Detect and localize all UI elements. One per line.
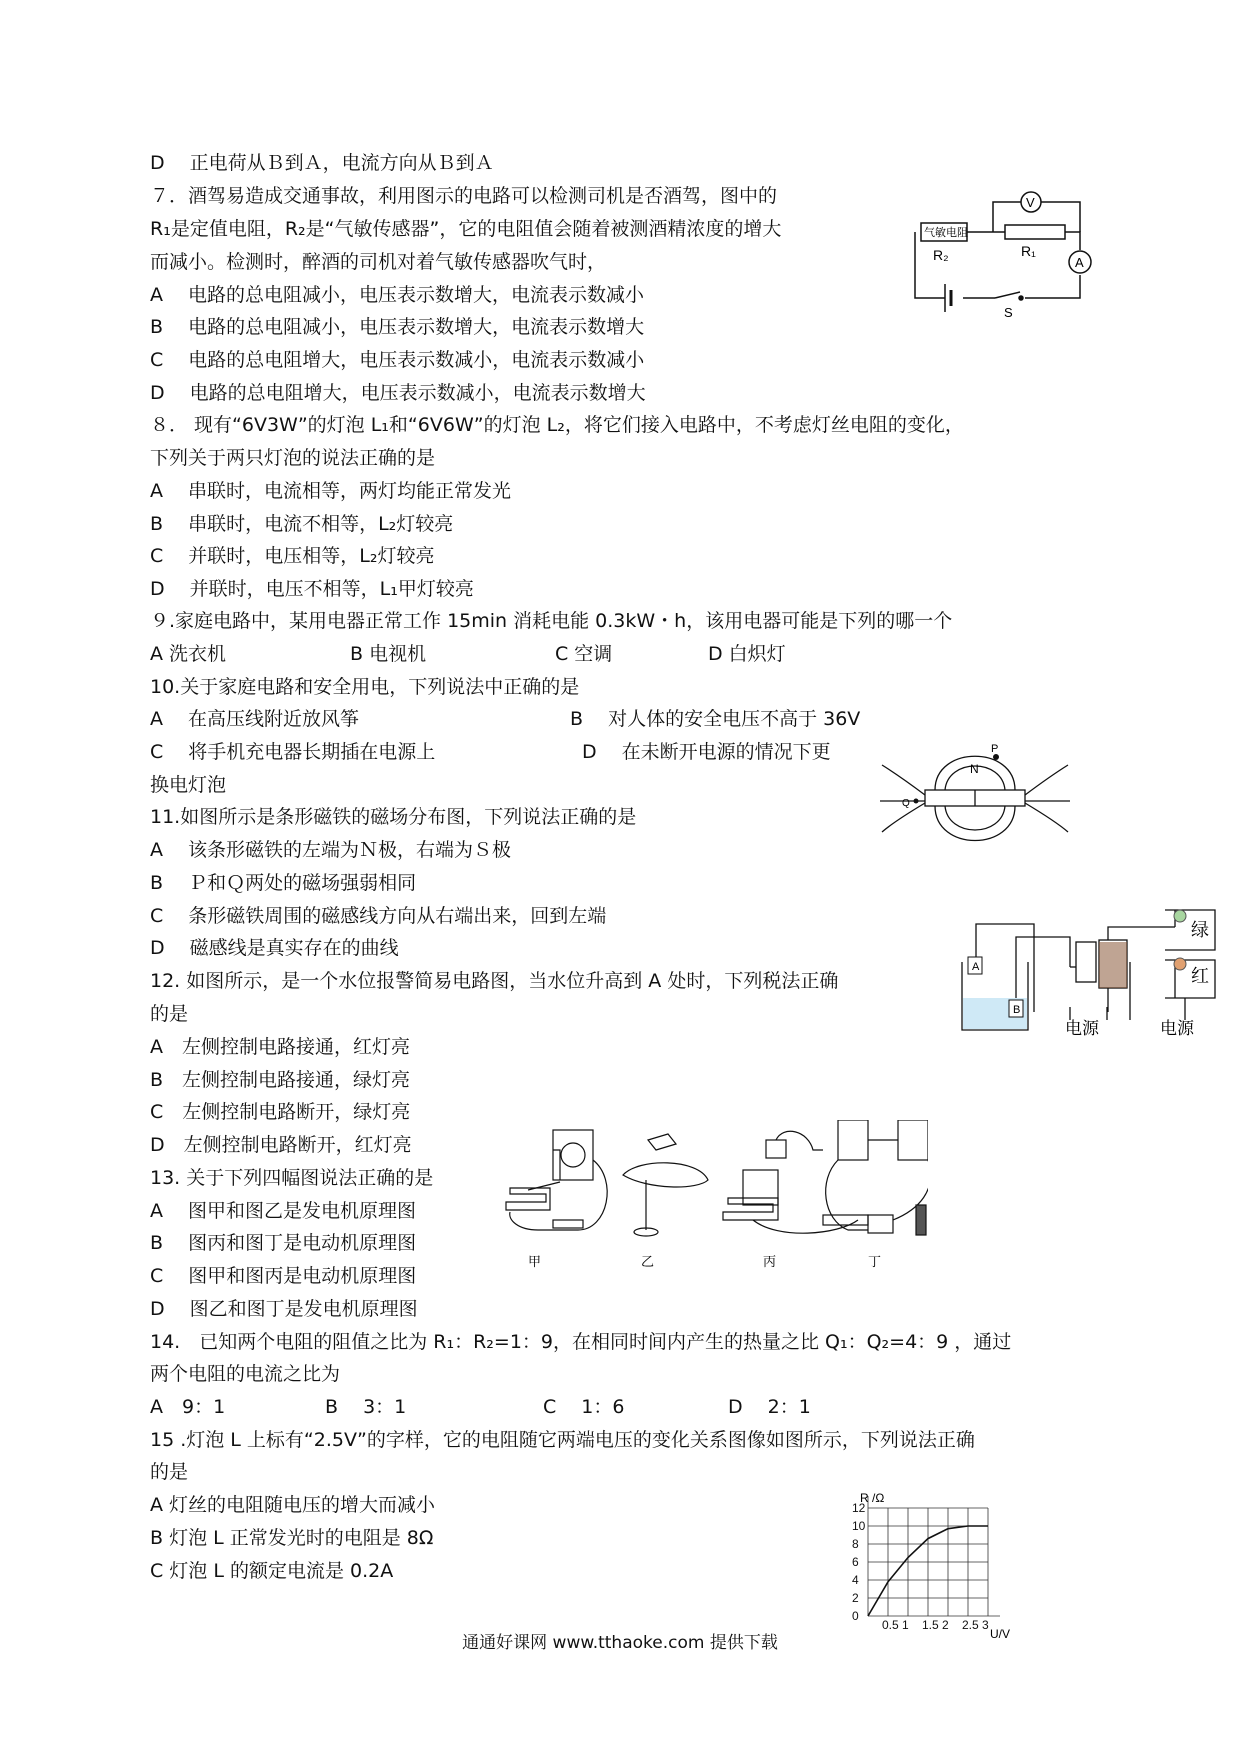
q15-xlabel: U/V [990, 1627, 1011, 1640]
q15-y-tick: 6 [852, 1555, 859, 1569]
q13-bing-label: 丙 [763, 1254, 777, 1269]
q7-voltmeter-label: V [1026, 195, 1035, 210]
q12-power-right: 电源 [1160, 1019, 1194, 1037]
q12-stem-line2: 的是 [150, 1003, 189, 1025]
q11-option-c: C 条形磁铁周围的磁感线方向从右端出来，回到左端 [150, 905, 607, 927]
q9-option-b: B 电视机 [350, 643, 427, 665]
q14-option-a: A 9：1 [150, 1396, 226, 1418]
q7-option-d: D 电路的总电阻增大，电压表示数减小，电流表示数增大 [150, 382, 646, 404]
q13-option-c: C 图甲和图丙是电动机原理图 [150, 1265, 417, 1287]
q15-x-tick: 1.5 [922, 1618, 939, 1632]
q9-option-c: C 空调 [555, 643, 613, 665]
q7-r2-label: R₂ [933, 247, 949, 263]
q13-option-b: B 图丙和图丁是电动机原理图 [150, 1232, 417, 1254]
q14-option-b: B 3：1 [325, 1396, 407, 1418]
q12-green-label: 绿 [1191, 920, 1209, 940]
q7-stem-line3: 而减小。检测时，醉酒的司机对着气敏传感器吹气时， [150, 251, 607, 273]
q15-y-tick: 0 [852, 1609, 859, 1623]
q7-option-b: B 电路的总电阻减小，电压表示数增大，电流表示数增大 [150, 316, 645, 338]
q10-option-b: B 对人体的安全电压不高于 36V [570, 708, 861, 730]
q9-option-d: D 白炽灯 [708, 643, 786, 665]
q12-option-d: D 左侧控制电路断开，红灯亮 [150, 1134, 412, 1156]
q15-ylabel: R /Ω [860, 1491, 885, 1505]
q7-stem-line2: R₁是定值电阻，R₂是“气敏传感器”，它的电阻值会随着被测酒精浓度的增大 [150, 218, 782, 240]
q13-ding-label: 丁 [868, 1254, 882, 1269]
q7-sensor-label: 气敏电阻 [924, 227, 968, 239]
q7-stem-line1: ７．酒驾易造成交通事故，利用图示的电路可以检测司机是否酒驾，图中的 [150, 185, 778, 207]
q11-q-label: Q [902, 798, 910, 809]
q13-option-a: A 图甲和图乙是发电机原理图 [150, 1200, 417, 1222]
q8-option-c: C 并联时，电压相等，L₂灯较亮 [150, 545, 435, 567]
q12-red-label: 红 [1191, 966, 1209, 986]
q12-a-label: A [972, 961, 980, 973]
q7-circuit-figure [905, 180, 1105, 320]
q15-y-tick: 8 [852, 1537, 859, 1551]
q14-option-c: C 1：6 [543, 1396, 625, 1418]
q13-four-figures [498, 1120, 928, 1280]
q7-r1-label: R₁ [1021, 243, 1036, 259]
q15-r-u-chart [830, 1490, 1030, 1640]
q15-stem-line2: 的是 [150, 1461, 189, 1483]
q11-option-a: A 该条形磁铁的左端为Ｎ极，右端为Ｓ极 [150, 839, 512, 861]
q11-magnet-figure [880, 740, 1070, 855]
q15-option-c: C 灯泡 L 的额定电流是 0.2A [150, 1560, 394, 1582]
q13-option-d: D 图乙和图丁是发电机原理图 [150, 1298, 418, 1320]
q13-stem: 13. 关于下列四幅图说法正确的是 [150, 1167, 434, 1189]
q7-switch-label: S [1004, 305, 1013, 320]
q15-x-tick: 0.5 [882, 1618, 899, 1632]
q12-option-b: B 左侧控制电路接通，绿灯亮 [150, 1069, 411, 1091]
q15-option-b: B 灯泡 L 正常发光时的电阻是 8Ω [150, 1527, 434, 1549]
page-footer: 通通好课网 www.tthaoke.com 提供下载 [462, 1633, 778, 1653]
q13-yi-label: 乙 [641, 1254, 655, 1269]
q6-option-d: D 正电荷从Ｂ到Ａ，电流方向从Ｂ到Ａ [150, 152, 494, 174]
q14-option-d: D 2：1 [728, 1396, 811, 1418]
q10-option-d-cont: 换电灯泡 [150, 774, 227, 796]
q8-stem-line1: ８． 现有“6V3W”的灯泡 L₁和“6V6W”的灯泡 L₂，将它们接入电路中，不考虑灯丝电阻的变化， [150, 414, 964, 436]
q8-option-d: D 并联时，电压不相等，L₁甲灯较亮 [150, 578, 474, 600]
q10-option-a: A 在高压线附近放风筝 [150, 708, 360, 730]
q15-option-a: A 灯丝的电阻随电压的增大而减小 [150, 1494, 436, 1516]
q15-x-tick: 1 [902, 1618, 909, 1632]
q15-y-tick: 4 [852, 1573, 859, 1587]
q13-jia-label: 甲 [528, 1254, 542, 1269]
q8-stem-line2: 下列关于两只灯泡的说法正确的是 [150, 447, 436, 469]
q7-option-a: A 电路的总电阻减小，电压表示数增大，电流表示数减小 [150, 284, 645, 306]
q11-n-label: N [970, 762, 979, 776]
q8-option-a: A 串联时，电流相等，两灯均能正常发光 [150, 480, 512, 502]
q9-stem: ９.家庭电路中，某用电器正常工作 15min 消耗电能 0.3kW・h，该用电器可能是下列的哪一个 [150, 610, 953, 632]
q15-x-tick: 2 [942, 1618, 949, 1632]
q15-x-tick: 3 [982, 1618, 989, 1632]
q7-option-c: C 电路的总电阻增大，电压表示数减小，电流表示数减小 [150, 349, 645, 371]
q12-power-left: 电源 [1065, 1019, 1099, 1037]
q14-stem-line1: 14. 已知两个电阻的阻值之比为 R₁：R₂=1：9，在相同时间内产生的热量之比 Q₁：Q₂=4：9 ，通过 [150, 1331, 1012, 1353]
q11-option-b: B Ｐ和Ｑ两处的磁场强弱相同 [150, 872, 417, 894]
q11-p-label: P [991, 743, 999, 755]
q15-stem-line1: 15 .灯泡 L 上标有“2.5V”的字样，它的电阻随它两端电压的变化关系图像如图所示，下列说法正确 [150, 1429, 975, 1451]
q7-ammeter-label: A [1075, 255, 1084, 270]
q12-b-label: B [1013, 1004, 1021, 1016]
q12-option-a: A 左侧控制电路接通，红灯亮 [150, 1036, 410, 1058]
q11-option-d: D 磁感线是真实存在的曲线 [150, 937, 399, 959]
q10-option-d: D 在未断开电源的情况下更 [582, 741, 831, 763]
q9-option-a: A 洗衣机 [150, 643, 227, 665]
q10-stem: 10.关于家庭电路和安全用电，下列说法中正确的是 [150, 676, 580, 698]
q11-stem: 11.如图所示是条形磁铁的磁场分布图，下列说法正确的是 [150, 806, 637, 828]
q14-stem-line2: 两个电阻的电流之比为 [150, 1363, 341, 1385]
q12-option-c: C 左侧控制电路断开，绿灯亮 [150, 1101, 411, 1123]
q15-y-tick: 10 [852, 1519, 866, 1533]
q15-y-tick: 2 [852, 1591, 859, 1605]
q12-stem-line1: 12. 如图所示，是一个水位报警简易电路图，当水位升高到 A 处时，下列税法正确 [150, 970, 839, 992]
q10-option-c: C 将手机充电器长期插在电源上 [150, 741, 436, 763]
q15-x-tick: 2.5 [962, 1618, 979, 1632]
q12-water-alarm-figure [960, 902, 1235, 1037]
q15-y-tick: 12 [852, 1501, 866, 1515]
q8-option-b: B 串联时，电流不相等，L₂灯较亮 [150, 513, 454, 535]
